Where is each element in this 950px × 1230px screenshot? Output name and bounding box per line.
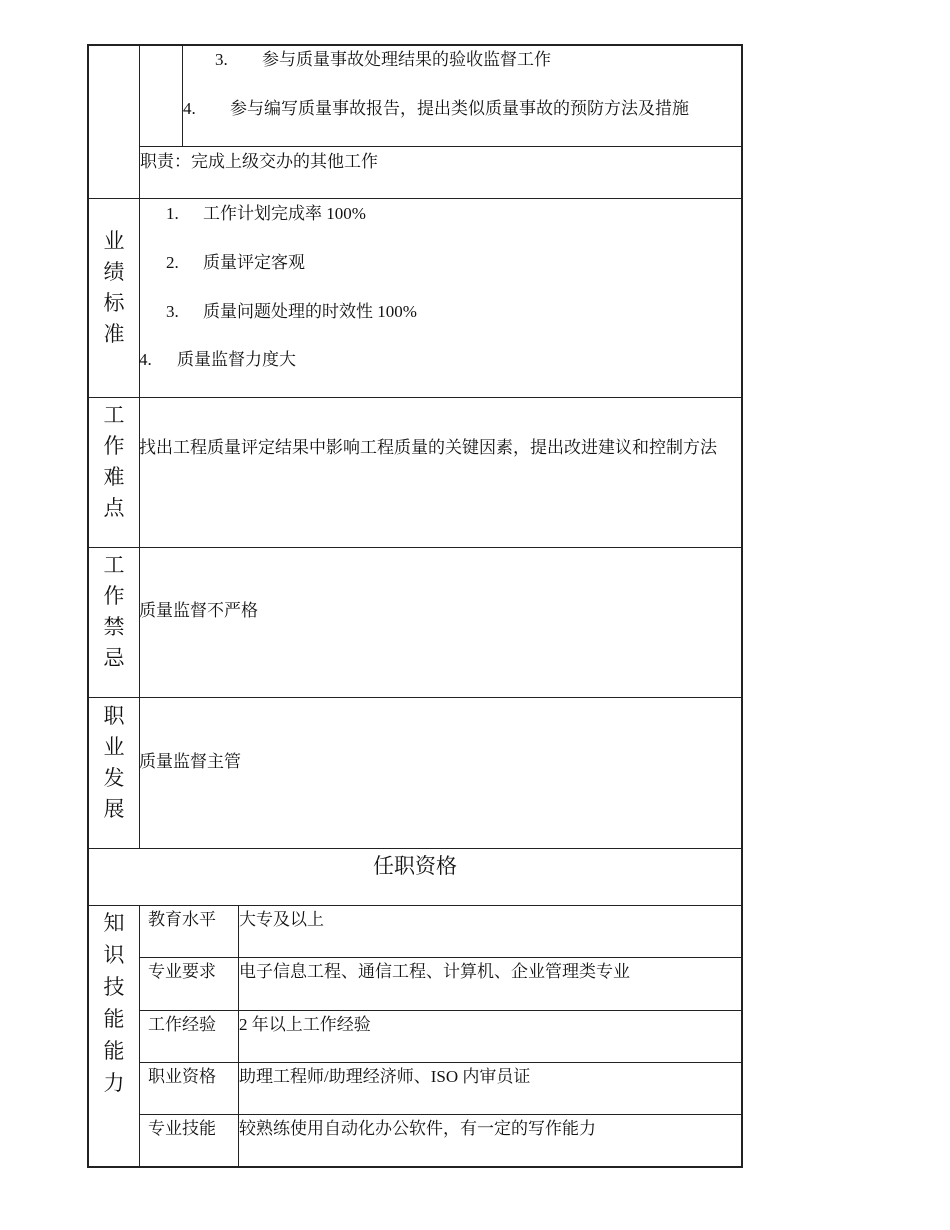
duty-items-bottom-line: [139, 146, 742, 147]
qualification-row-4-value: 助理工程师/助理经济师、ISO 内审员证: [239, 1067, 531, 1086]
qualification-label-char-1: 知: [103, 911, 125, 935]
qualification-row-4-key: 职业资格: [148, 1067, 216, 1086]
duty-item-3-number: 3.: [215, 50, 228, 69]
career-label-char-1: 职: [103, 704, 125, 728]
career-text: 质量监督主管: [139, 752, 241, 771]
qualification-label: [94, 907, 134, 1099]
difficulty-section-bottom-line: [88, 547, 742, 548]
difficulty-label-char-3: 难: [103, 465, 125, 489]
qualification-row-2-value: 电子信息工程、通信工程、计算机、企业管理类专业: [239, 962, 630, 981]
qualification-heading-bottom-line: [88, 905, 742, 906]
qualification-row-5-key: 专业技能: [148, 1119, 216, 1138]
taboo-text: 质量监督不严格: [139, 601, 258, 620]
difficulty-label-char-2: 作: [103, 434, 125, 458]
performance-item-4-number: 4.: [139, 350, 152, 369]
performance-item-3-number: 3.: [166, 302, 179, 321]
qualification-row-4-bottom-line: [139, 1114, 742, 1115]
performance-label-char-2: 绩: [103, 260, 125, 284]
qualification-label-char-6: 力: [103, 1071, 125, 1095]
qualification-row-1-key: 教育水平: [148, 910, 216, 929]
qualification-row-1-bottom-line: [139, 957, 742, 958]
qualification-label-char-4: 能: [103, 1007, 125, 1031]
qualification-label-char-3: 技: [103, 975, 125, 999]
duty-item-4-text: 参与编写质量事故报告，提出类似质量事故的预防方法及措施: [230, 99, 689, 118]
duty-item-4-number: 4.: [183, 99, 196, 118]
career-section-bottom-line: [88, 848, 742, 849]
qualification-label-divider: [139, 905, 140, 1167]
performance-label-char-3: 标: [103, 291, 125, 315]
career-label-char-2: 业: [103, 735, 125, 759]
performance-item-2-text: 质量评定客观: [203, 253, 305, 272]
duty-item-3-text: 参与质量事故处理结果的验收监督工作: [262, 50, 551, 69]
qualification-label-char-5: 能: [103, 1039, 125, 1063]
difficulty-text: 找出工程质量评定结果中影响工程质量的关键因素，提出改进建议和控制方法: [139, 438, 717, 457]
career-label-char-4: 展: [103, 797, 125, 821]
performance-item-3-text: 质量问题处理的时效性 100%: [203, 302, 417, 321]
performance-item-4-text: 质量监督力度大: [177, 350, 296, 369]
qualification-label-char-2: 识: [103, 943, 125, 967]
duties-section-bottom-line: [88, 198, 742, 199]
qualification-row-2-bottom-line: [139, 1010, 742, 1011]
performance-label: [94, 226, 134, 350]
qualification-row-3-key: 工作经验: [148, 1015, 216, 1034]
performance-item-2-number: 2.: [166, 253, 179, 272]
performance-item-1-text: 工作计划完成率 100%: [203, 204, 366, 223]
qualification-row-3-bottom-line: [139, 1062, 742, 1063]
career-label: [94, 701, 134, 825]
taboo-label-char-3: 禁: [103, 615, 125, 639]
qualification-heading: 任职资格: [373, 854, 457, 878]
duty-other-text: 职责：完成上级交办的其他工作: [140, 152, 378, 171]
qualification-row-5-value: 较熟练使用自动化办公软件，有一定的写作能力: [239, 1119, 596, 1138]
qualification-row-3-value: 2 年以上工作经验: [239, 1015, 371, 1034]
career-label-char-3: 发: [103, 766, 125, 790]
taboo-label-char-1: 工: [103, 553, 125, 577]
performance-label-char-1: 业: [103, 229, 125, 253]
difficulty-label: [94, 400, 134, 524]
difficulty-label-char-1: 工: [103, 403, 125, 427]
difficulty-label-char-4: 点: [103, 496, 125, 520]
performance-label-char-4: 准: [103, 322, 125, 346]
taboo-section-bottom-line: [88, 697, 742, 698]
taboo-label: [94, 550, 134, 674]
qualification-row-1-value: 大专及以上: [239, 910, 324, 929]
taboo-label-char-4: 忌: [103, 646, 125, 670]
qualification-row-2-key: 专业要求: [148, 962, 216, 981]
performance-section-bottom-line: [88, 397, 742, 398]
taboo-label-char-2: 作: [103, 584, 125, 608]
performance-item-1-number: 1.: [166, 204, 179, 223]
